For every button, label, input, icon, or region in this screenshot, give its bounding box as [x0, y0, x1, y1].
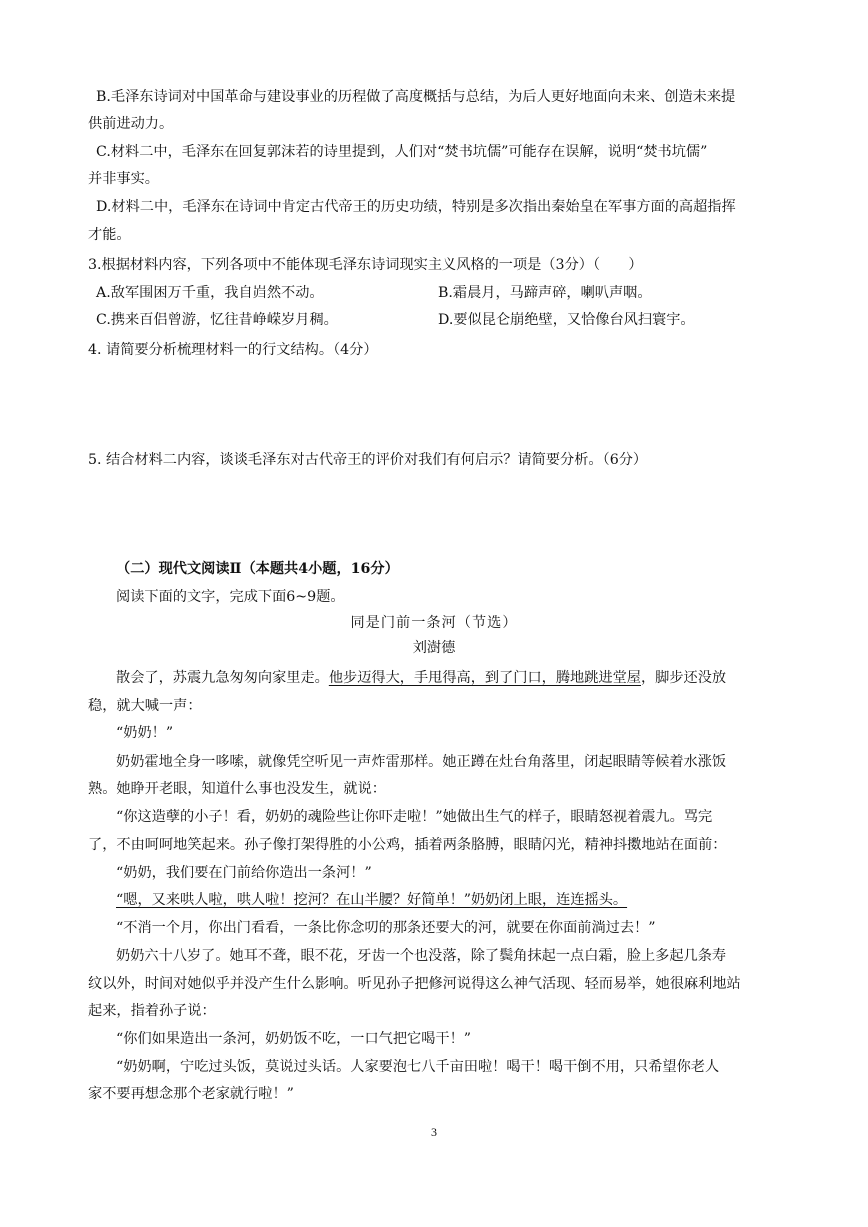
passage-text: ，脚步还没放: [640, 670, 727, 686]
q3-option-a: A.敌军围困万千重，我自岿然不动。: [96, 285, 324, 301]
passage-paragraph-10-line1: “奶奶啊，宁吃过头饭，莫说过头话。人家要泡七八千亩田啦！喝干！喝干倒不用，只希望你老人: [116, 1059, 720, 1075]
passage-paragraph-2: “奶奶！”: [116, 725, 174, 741]
q4-stem: 4. 请简要分析梳理材料一的行文结构。（4分）: [88, 342, 378, 358]
q3-option-d: D.要似昆仑崩绝壁，又恰像台风扫寰宇。: [438, 312, 695, 328]
q2-option-b-line2: 供前进动力。: [88, 116, 174, 132]
q3-stem: 3.根据材料内容，下列各项中不能体现毛泽东诗词现实主义风格的一项是（3分）（ ）: [88, 257, 643, 273]
page-number: 3: [431, 1125, 437, 1139]
passage-paragraph-3-line2: 熟。她睁开老眼，知道什么事也没发生，就说：: [88, 781, 386, 797]
q2-option-d-line2: 才能。: [88, 227, 131, 243]
passage-paragraph-5: “奶奶，我们要在门前给你造出一条河！”: [116, 865, 372, 881]
passage-paragraph-10-line2: 家不要再想念那个老家就行啦！”: [88, 1086, 294, 1102]
q3-option-b: B.霜晨月，马蹄声碎，喇叭声咽。: [438, 285, 652, 301]
passage-paragraph-4-line1: “你这造孽的小子！看，奶奶的魂险些让你吓走啦！”她做出生气的样子，眼睛怒视着震九。骂完: [116, 809, 713, 825]
passage-paragraph-7: “不消一个月，你出门看看，一条比你念叨的那条还要大的河，就要在你面前淌过去！”: [116, 920, 656, 936]
passage-paragraph-8-line1: 奶奶六十八岁了。她耳不聋，眼不花，牙齿一个也没落，除了鬓角抹起一点白霜，脸上多起几条寿: [116, 948, 727, 964]
q2-option-c-line1: C.材料二中，毛泽东在回复郭沫若的诗里提到，人们对“焚书坑儒”可能存在误解，说明“焚书坑儒”: [96, 144, 708, 160]
q2-option-b-line1: B.毛泽东诗词对中国革命与建设事业的历程做了高度概括与总结，为后人更好地面向未来、创造未来提: [96, 89, 736, 105]
passage-paragraph-6-underlined: “嗯，又来哄人啦，哄人啦！挖河？在山半腰？好简单！”奶奶闭上眼，连连摇头。: [116, 892, 628, 908]
section-instruction: 阅读下面的文字，完成下面6~9题。: [116, 589, 345, 605]
passage-author: 刘澍德: [412, 640, 456, 656]
passage-paragraph-8-line3: 起来，指着孙子说：: [88, 1003, 216, 1019]
passage-paragraph-1-line2: 稳，就大喊一声：: [88, 698, 202, 714]
section-heading: （二）现代文阅读Ⅱ（本题共4小题，16分）: [116, 561, 399, 577]
q5-stem: 5. 结合材料二内容，谈谈毛泽东对古代帝王的评价对我们有何启示？请简要分析。（6分）: [88, 452, 648, 468]
q3-option-c: C.携来百侣曾游，忆往昔峥嵘岁月稠。: [96, 312, 338, 328]
passage-paragraph-1-line1: [116, 668, 726, 688]
passage-paragraph-3-line1: 奶奶霍地全身一哆嗦，就像凭空听见一声炸雷那样。她正蹲在灶台角落里，闭起眼睛等候着水涨饭: [116, 754, 727, 770]
passage-paragraph-8-line2: 纹以外，时间对她似乎并没产生什么影响。听见孙子把修河说得这么神气活现、轻而易举，她很麻利地站: [88, 976, 741, 992]
q2-option-d-line1: D.材料二中，毛泽东在诗词中肯定古代帝王的历史功绩，特别是多次指出秦始皇在军事方面的高超指挥: [96, 199, 736, 215]
q2-option-c-line2: 并非事实。: [88, 171, 159, 187]
passage-paragraph-9: “你们如果造出一条河，奶奶饭不吃，一口气把它喝干！”: [116, 1031, 472, 1047]
passage-paragraph-4-line2: 了，不由呵呵地笑起来。孙子像打架得胜的小公鸡，插着两条胳膊，眼睛闪光，精神抖擞地站在面前：: [88, 837, 727, 853]
passage-title: 同是门前一条河（节选）: [350, 615, 518, 631]
passage-text: 散会了，苏震九急匆匆向家里走。: [116, 670, 329, 686]
underlined-passage-text: 他步迈得大，手甩得高，到了门口，腾地跳进堂屋: [328, 670, 641, 686]
